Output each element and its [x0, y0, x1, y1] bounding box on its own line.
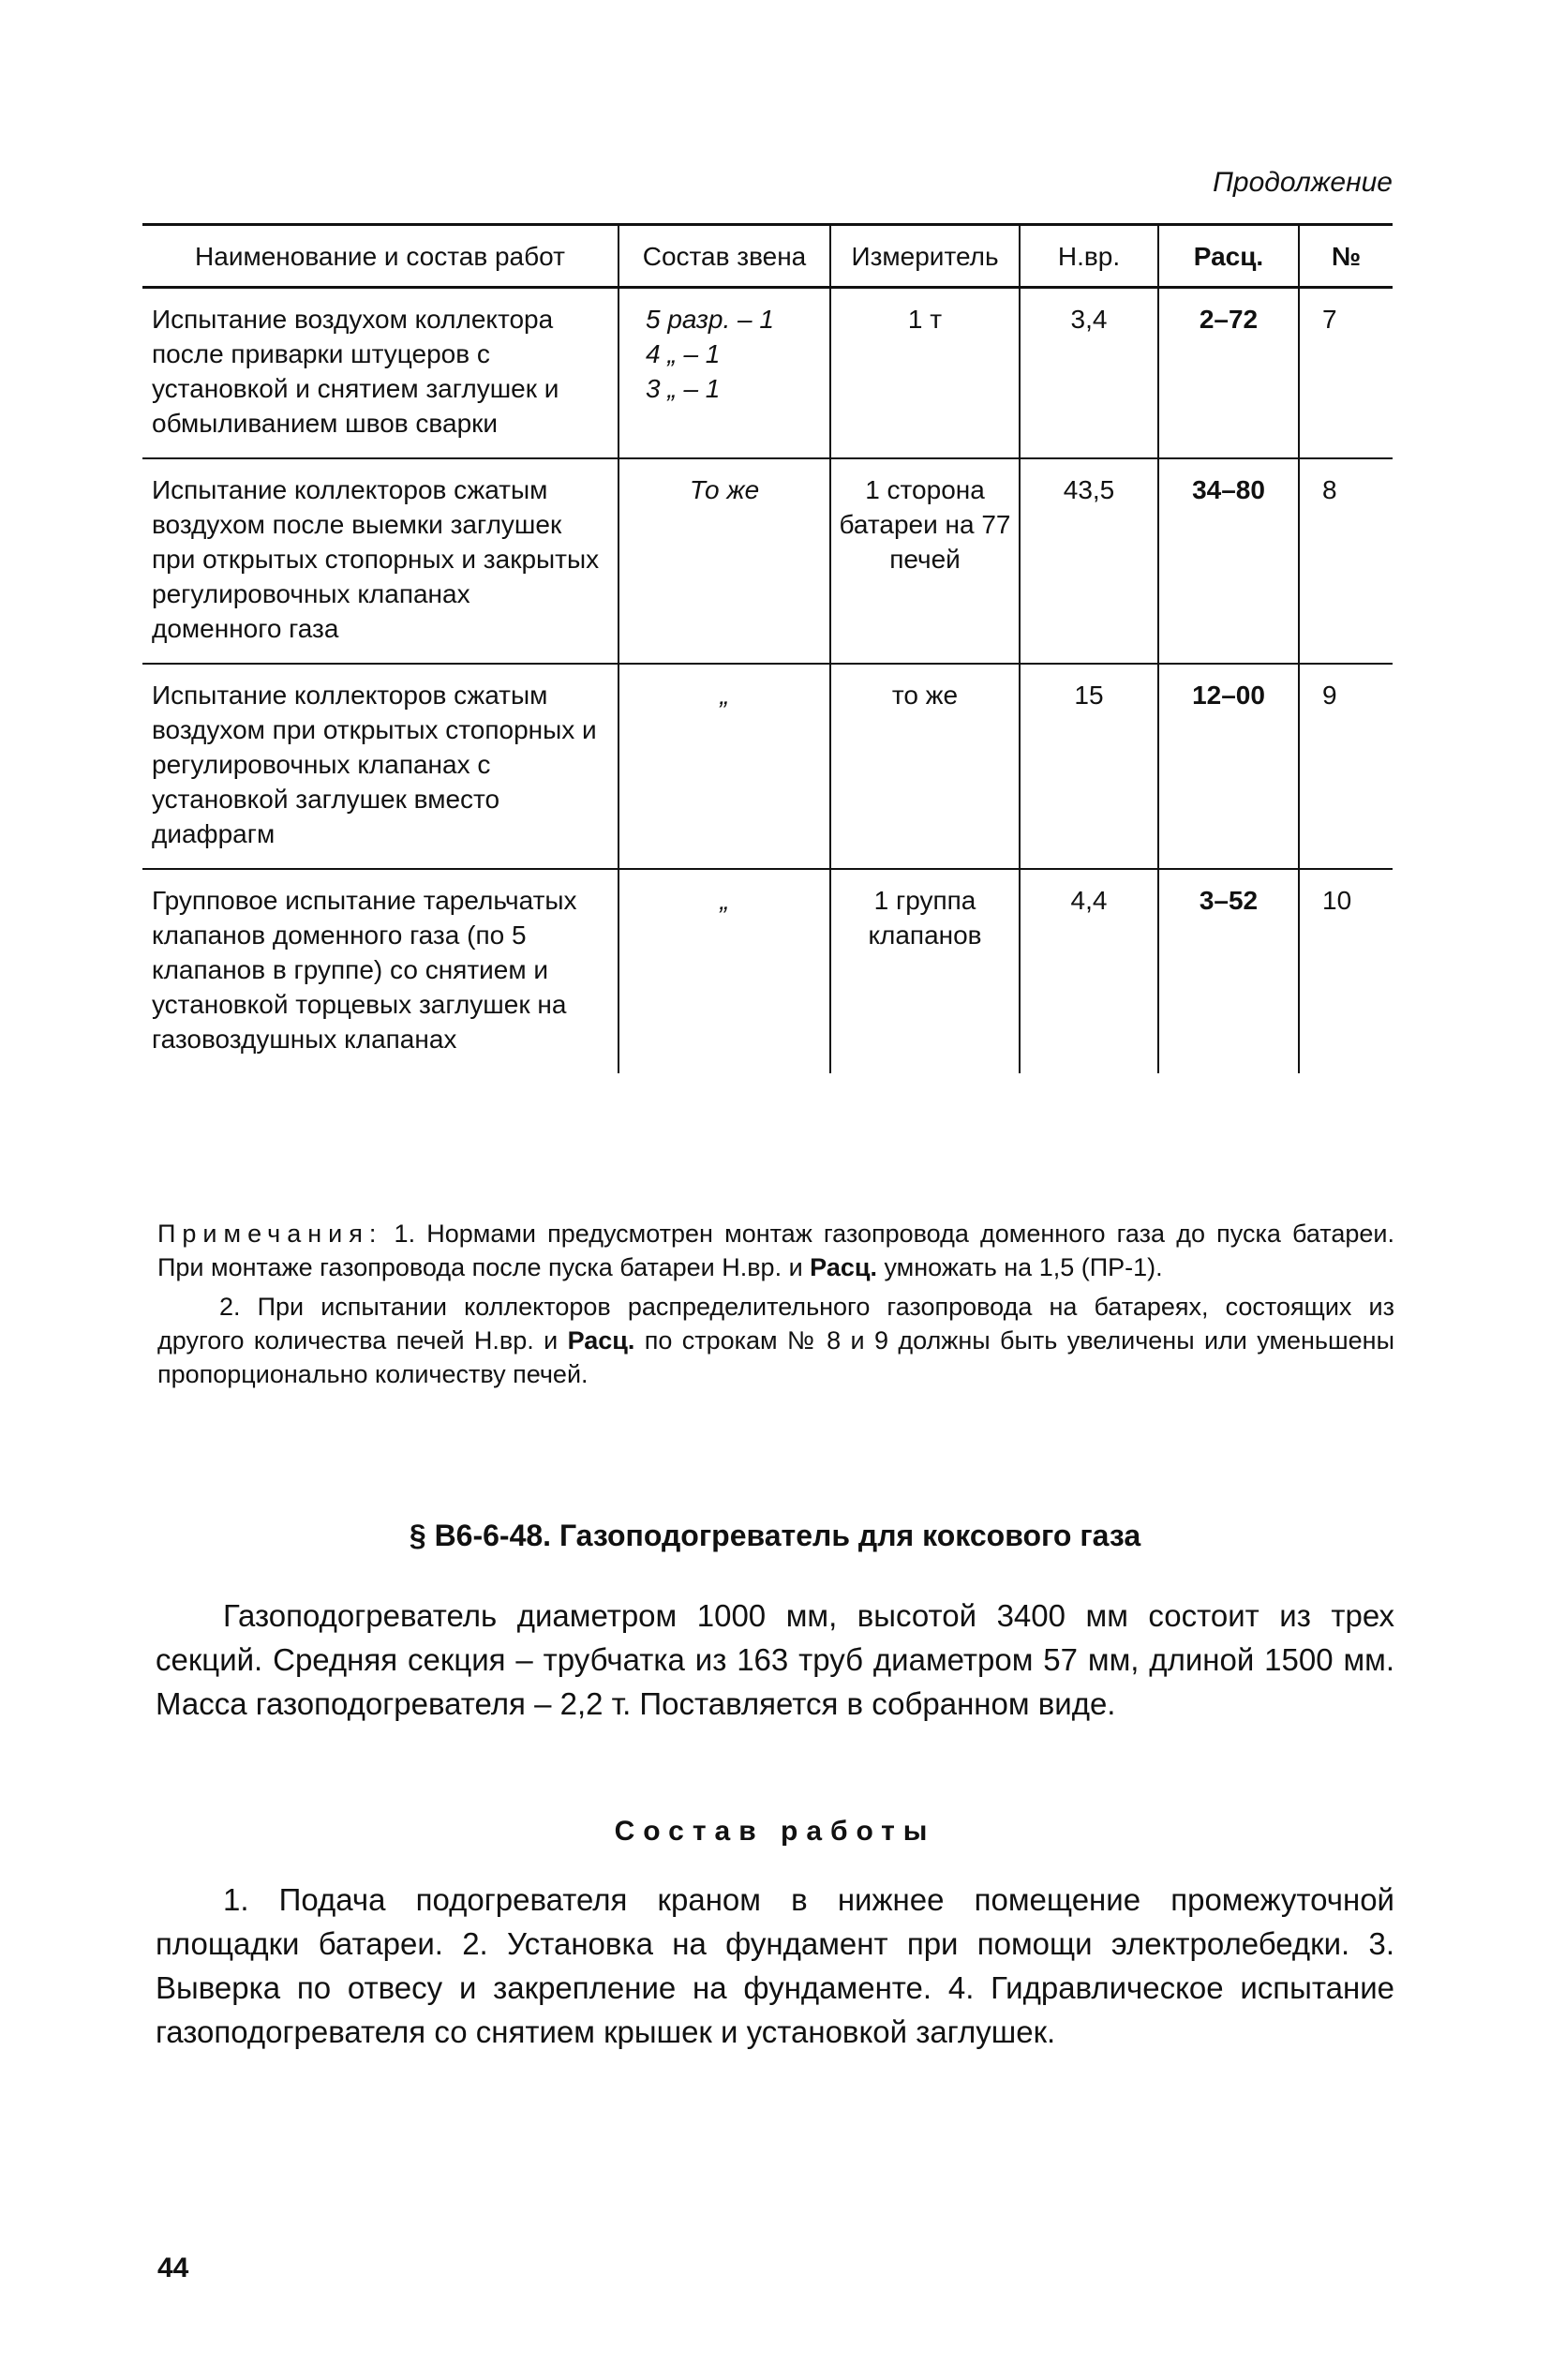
column-header-rate: Расц.	[1158, 225, 1299, 288]
note-1-text-end: умножать на 1,5 (ПР-1).	[876, 1253, 1163, 1281]
column-header-norm-time: Н.вр.	[1020, 225, 1158, 288]
column-header-unit: Измеритель	[830, 225, 1020, 288]
rate-cell: 34–80	[1158, 458, 1299, 664]
section-description: Газоподогреватель диаметром 1000 мм, высотой 3400 мм состоит из трех секций. Средняя секция – трубчатка из 163 труб диаметром 57 мм, длиной 1500 мм. Масса газоподогревателя – 2,2 т. Поставляется в собранном виде.	[156, 1598, 1394, 1721]
row-number-cell: 8	[1299, 458, 1393, 664]
work-name-cell: Групповое испытание тарельчатых клапанов доменного газа (по 5 клапанов в группе) со снятием и установкой торцевых заглушек на газовоздушных клапанах	[152, 886, 577, 1054]
crew-cell: То же	[619, 458, 830, 664]
row-number-cell: 9	[1299, 664, 1393, 869]
norm-time-cell: 4,4	[1020, 869, 1158, 1073]
table-header-row	[142, 225, 1393, 288]
norms-table	[142, 223, 1393, 1073]
crew-cell: „	[619, 869, 830, 1073]
table-notes	[157, 1217, 1394, 1391]
note-2-text: 2. При испытании коллекторов распределительного газопровода на батареях, состоящих из другого количества печей Н.вр. и	[157, 1293, 1394, 1355]
notes-label: Примечания:	[157, 1220, 383, 1248]
norm-time-cell: 3,4	[1020, 288, 1158, 459]
work-composition-heading: Состав работы	[614, 1816, 936, 1847]
work-composition-text: 1. Подача подогревателя краном в нижнее помещение промежуточной площадки батареи. 2. Установка на фундамент при помощи электролебедки. 3. Выверка по отвесу и закрепление на фундаменте. 4. Гидравлическое испытание газоподогревателя со снятием крышек и установкой заглушек.	[156, 1882, 1394, 2049]
table-row	[142, 288, 1393, 459]
row-number-cell: 10	[1299, 869, 1393, 1073]
unit-cell: то же	[830, 664, 1020, 869]
note-2-text-end: по строкам № 8 и 9 должны быть увеличены или уменьшены пропорционально количеству печей.	[157, 1326, 1394, 1388]
table-row	[142, 664, 1393, 869]
unit-cell: 1 группа клапанов	[830, 869, 1020, 1073]
rate-cell: 12–00	[1158, 664, 1299, 869]
crew-cell: 5 разр. – 1 4 „ – 1 3 „ – 1	[619, 288, 830, 459]
column-header-number: №	[1299, 225, 1393, 288]
unit-cell: 1 т	[830, 288, 1020, 459]
column-header-crew: Состав звена	[619, 225, 830, 288]
column-header-name: Наименование и состав работ	[142, 225, 619, 288]
note-1	[157, 1217, 1394, 1284]
rate-cell: 2–72	[1158, 288, 1299, 459]
norm-time-cell: 15	[1020, 664, 1158, 869]
table-row	[142, 458, 1393, 664]
unit-cell: 1 сторона батареи на 77 печей	[830, 458, 1020, 664]
note-2-bold-term: Расц.	[567, 1326, 635, 1355]
continuation-label: Продолжение	[1213, 167, 1393, 198]
note-1-text: 1. Нормами предусмотрен монтаж газопровода доменного газа до пуска батареи. При монтаже газопровода после пуска батареи Н.вр. и	[157, 1220, 1394, 1281]
work-name-cell: Испытание воздухом коллектора после приварки штуцеров с установкой и снятием заглушек и обмыливанием швов сварки	[142, 288, 619, 459]
note-2	[157, 1290, 1394, 1391]
norm-time-cell: 43,5	[1020, 458, 1158, 664]
section-title: § В6-6-48. Газоподогреватель для коксового газа	[409, 1519, 1141, 1552]
page-number: 44	[157, 2253, 189, 2283]
note-1-bold-term: Расц.	[810, 1253, 877, 1281]
table-row	[142, 869, 1393, 1073]
crew-cell: „	[619, 664, 830, 869]
row-number-cell: 7	[1299, 288, 1393, 459]
work-name-cell: Испытание коллекторов сжатым воздухом после выемки заглушек при открытых стопорных и закрытых регулировочных клапанах доменного газа	[142, 458, 619, 664]
rate-cell: 3–52	[1158, 869, 1299, 1073]
work-name-cell: Испытание коллекторов сжатым воздухом при открытых стопорных и регулировочных клапанах с установкой заглушек вместо диафрагм	[142, 664, 619, 869]
